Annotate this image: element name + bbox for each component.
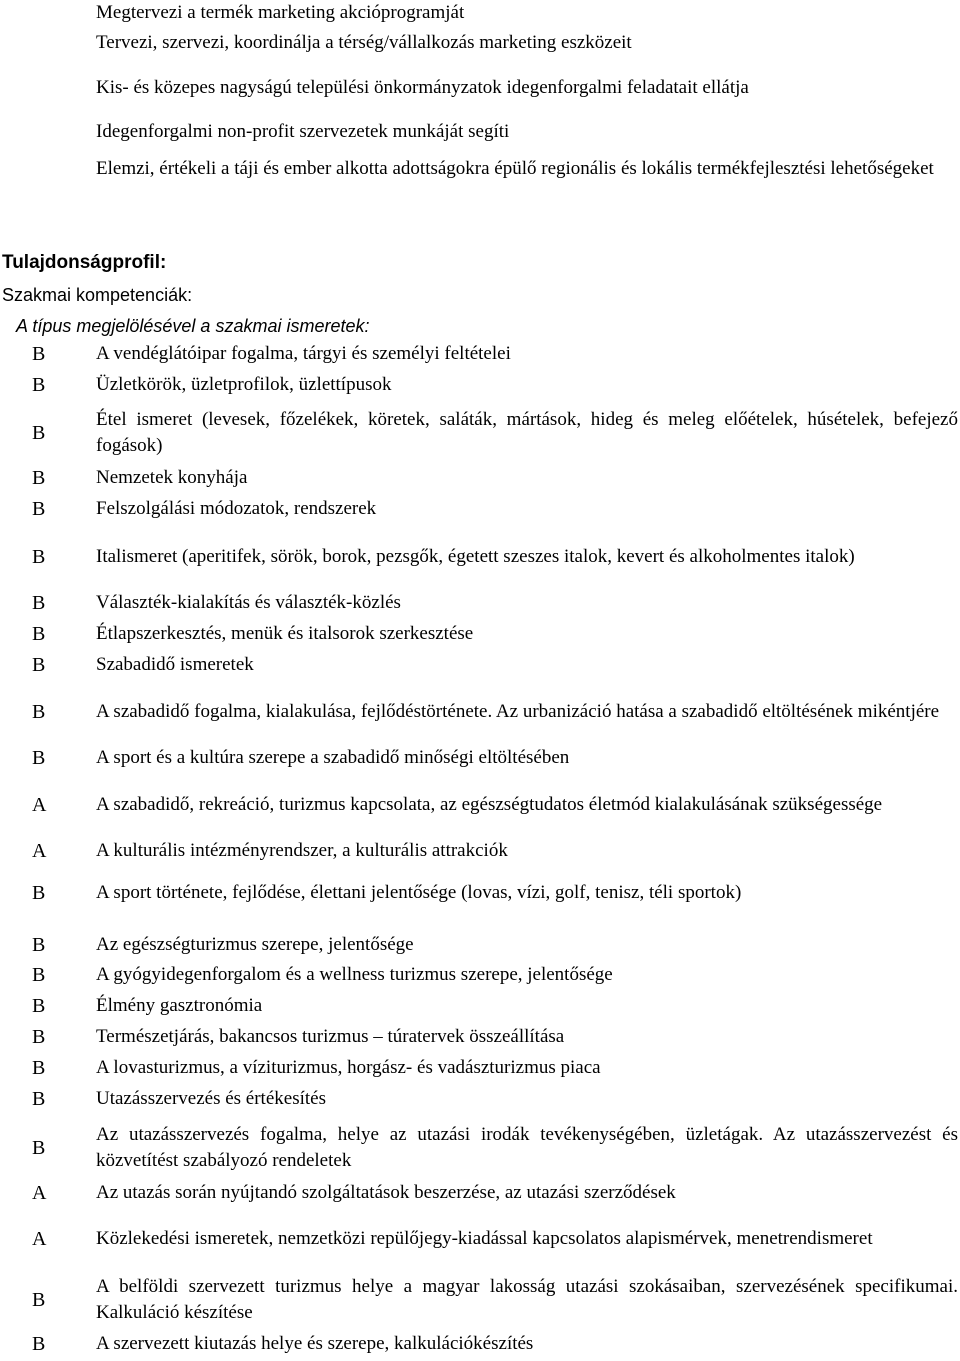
list-item (0, 530, 960, 584)
list-item (0, 496, 960, 522)
competency-level: B (32, 747, 46, 769)
competency-text: Utazásszervezés és értékesítés (96, 1088, 326, 1109)
top-line: Elemzi, értékeli a táji és ember alkotta adottságokra épülő regionális és lokális termékfejlesztési lehetőségeket (96, 158, 934, 179)
competency-text: Étlapszerkesztés, menük és italsorok szerkesztése (96, 623, 474, 644)
list-item (0, 685, 960, 739)
competency-text: A belföldi szervezett turizmus helye a magyar lakosság utazási szokásaiban, szervezésének specifikumai. Kalkuláció készítése (96, 1276, 958, 1323)
list-item (0, 406, 960, 460)
competency-text: Nemzetek konyhája (96, 467, 248, 488)
list-item (0, 745, 960, 771)
list-item (0, 621, 960, 647)
list-item (0, 1024, 960, 1050)
competency-text: A vendéglátóipar fogalma, tárgyi és személyi feltételei (96, 343, 511, 364)
competency-level: A (32, 1228, 47, 1250)
list-item (0, 880, 960, 906)
competency-text: A szervezett kiutazás helye és szerepe, kalkulációkészítés (96, 1333, 534, 1354)
competency-text: Az utazás során nyújtandó szolgáltatások beszerzése, az utazási szerződések (96, 1182, 676, 1203)
competency-text: Természetjárás, bakancsos turizmus – túratervek összeállítása (96, 1026, 565, 1047)
competency-level: B (32, 592, 46, 614)
competency-level: B (32, 934, 46, 956)
competency-text: Szabadidő ismeretek (96, 654, 254, 675)
list-item (0, 465, 960, 491)
competency-text: Az utazásszervezés fogalma, helye az utazási irodák tevékenységében, üzletágak. Az utazásszervezést és közvetítést szabályozó rendeletek (96, 1124, 958, 1171)
competency-level: B (32, 1333, 46, 1355)
competency-level: B (32, 623, 46, 645)
competency-text: Italismeret (aperitifek, sörök, borok, pezsgők, égetett szeszes italok, kevert és alkoholmentes italok) (96, 546, 855, 567)
competency-level: B (32, 701, 46, 723)
competency-level: B (32, 995, 46, 1017)
list-item (0, 1212, 960, 1266)
list-item (0, 652, 960, 678)
competency-level: B (32, 1057, 46, 1079)
section-heading: Tulajdonságprofil: (2, 252, 167, 273)
competency-text: Az egészségturizmus szerepe, jelentősége (96, 934, 414, 955)
competency-level: B (32, 654, 46, 676)
competency-text: A lovasturizmus, a víziturizmus, horgász- és vadászturizmus piaca (96, 1057, 601, 1078)
competency-level: B (32, 1088, 46, 1110)
top-line: Kis- és közepes nagyságú települési önkormányzatok idegenforgalmi feladatait ellátja (96, 77, 749, 98)
competency-text: A gyógyidegenforgalom és a wellness turizmus szerepe, jelentősége (96, 964, 613, 985)
competency-text: Élmény gasztronómia (96, 995, 263, 1016)
competency-level: A (32, 794, 47, 816)
competency-level: B (32, 498, 46, 520)
list-item (0, 1055, 960, 1081)
list-item (0, 932, 960, 958)
list-item (0, 1121, 960, 1175)
top-line: Megtervezi a termék marketing akcióprogramját (96, 2, 465, 23)
competency-level: B (32, 882, 46, 904)
list-item (0, 993, 960, 1019)
competency-level: B (32, 422, 46, 444)
competency-text: A sport és a kultúra szerepe a szabadidő minőségi eltöltésében (96, 747, 570, 768)
competency-level: B (32, 1026, 46, 1048)
competency-level: B (32, 546, 46, 568)
competency-level: B (32, 343, 46, 365)
competency-text: A kulturális intézményrendszer, a kulturális attrakciók (96, 840, 508, 861)
competency-text: Étel ismeret (levesek, főzelékek, köretek, saláták, mártások, hideg és meleg előételek, húsételek, befejező fogások) (96, 409, 958, 456)
list-item (0, 590, 960, 616)
competency-text: Üzletkörök, üzletprofilok, üzlettípusok (96, 374, 392, 395)
list-item (0, 341, 960, 367)
list-item (0, 778, 960, 832)
list-item (0, 1273, 960, 1327)
list-item (0, 962, 960, 988)
competency-text: A szabadidő, rekreáció, turizmus kapcsolata, az egészségtudatos életmód kialakulásának szükségessége (96, 794, 883, 815)
competency-text: Felszolgálási módozatok, rendszerek (96, 498, 377, 519)
competency-level: B (32, 964, 46, 986)
competency-level: B (32, 1289, 46, 1311)
competency-text: A szabadidő fogalma, kialakulása, fejlődéstörténete. Az urbanizáció hatása a szabadidő eltöltésének mikéntjére (96, 701, 940, 722)
competency-level: B (32, 467, 46, 489)
top-line: Tervezi, szervezi, koordinálja a térség/vállalkozás marketing eszközeit (96, 32, 632, 53)
list-item (0, 1331, 960, 1357)
competency-level: A (32, 1182, 47, 1204)
section-intro: A típus megjelölésével a szakmai ismeretek: (16, 316, 370, 336)
list-item (0, 838, 960, 864)
competency-text: Közlekedési ismeretek, nemzetközi repülőjegy-kiadással kapcsolatos alapismérvek, menetrendismeret (96, 1228, 873, 1249)
competency-level: B (32, 374, 46, 396)
top-line: Idegenforgalmi non-profit szervezetek munkáját segíti (96, 121, 510, 142)
list-item (0, 372, 960, 398)
competency-text: Választék-kialakítás és választék-közlés (96, 592, 401, 613)
competency-level: B (32, 1137, 46, 1159)
competency-text: A sport története, fejlődése, élettani jelentősége (lovas, vízi, golf, tenisz, téli sportok) (96, 882, 742, 903)
list-item (0, 1180, 960, 1206)
competency-level: A (32, 840, 47, 862)
list-item (0, 1086, 960, 1112)
section-subheading: Szakmai kompetenciák: (2, 285, 193, 305)
